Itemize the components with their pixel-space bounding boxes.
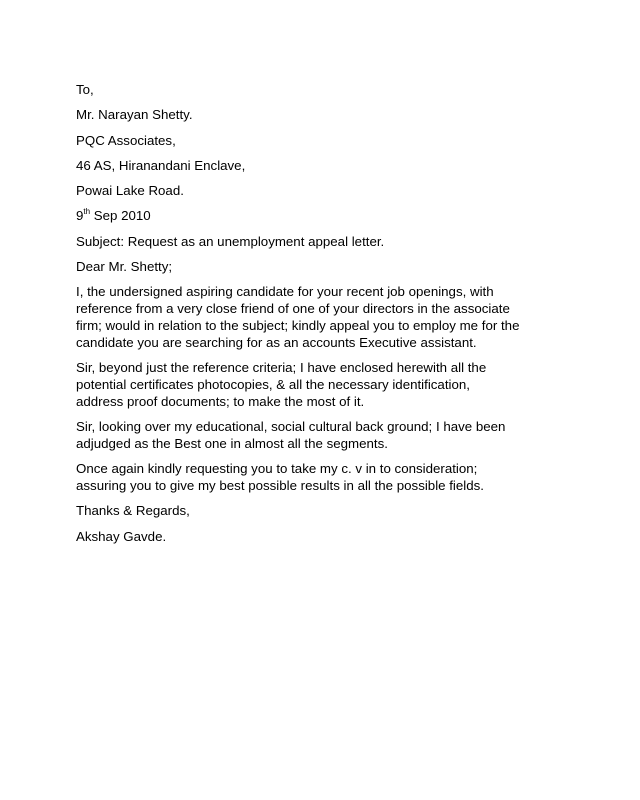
address-line-2: Powai Lake Road.: [76, 183, 184, 199]
paragraph-line: firm; would in relation to the subject; kindly appeal you to employ me for the: [76, 318, 520, 334]
to-line: To,: [76, 82, 94, 97]
date-suffix: th: [83, 207, 91, 217]
paragraph-line: Sir, beyond just the reference criteria; I have enclosed herewith all the: [76, 360, 487, 376]
paragraph-line: candidate you are searching for as an accounts Executive assistant.: [76, 335, 477, 351]
date-day: 9: [76, 208, 84, 224]
letter-body: [76, 81, 576, 553]
recipient-company: PQC Associates,: [76, 132, 176, 148]
paragraph-line: I, the undersigned aspiring candidate for your recent job openings, with: [76, 284, 494, 300]
paragraph-line: address proof documents; to make the most of it.: [76, 394, 365, 410]
paragraph-line: adjudged as the Best one in almost all the segments.: [76, 436, 388, 452]
address-line-1: 46 AS, Hiranandani Enclave,: [76, 157, 246, 173]
paragraph-4: [76, 460, 576, 494]
letter-date: [76, 207, 576, 224]
subject-line: Subject: Request as an unemployment appeal letter.: [76, 233, 385, 249]
paragraph-line: potential certificates photocopies, & all the necessary identification,: [76, 377, 470, 393]
paragraph-3: [76, 418, 576, 452]
paragraph-line: reference from a very close friend of one of your directors in the associate: [76, 301, 510, 317]
greeting: Dear Mr. Shetty;: [76, 259, 173, 275]
paragraph-1: [76, 283, 576, 351]
paragraph-line: Sir, looking over my educational, social cultural back ground; I have been: [76, 419, 506, 435]
signature-name: Akshay Gavde.: [76, 528, 167, 544]
closing: Thanks & Regards,: [76, 503, 190, 519]
date-rest: Sep 2010: [90, 208, 151, 224]
paragraph-line: Once again kindly requesting you to take my c. v in to consideration;: [76, 461, 478, 477]
recipient-name: Mr. Narayan Shetty.: [76, 107, 193, 123]
paragraph-line: assuring you to give my best possible results in all the possible fields.: [76, 478, 484, 494]
paragraph-2: [76, 359, 576, 410]
